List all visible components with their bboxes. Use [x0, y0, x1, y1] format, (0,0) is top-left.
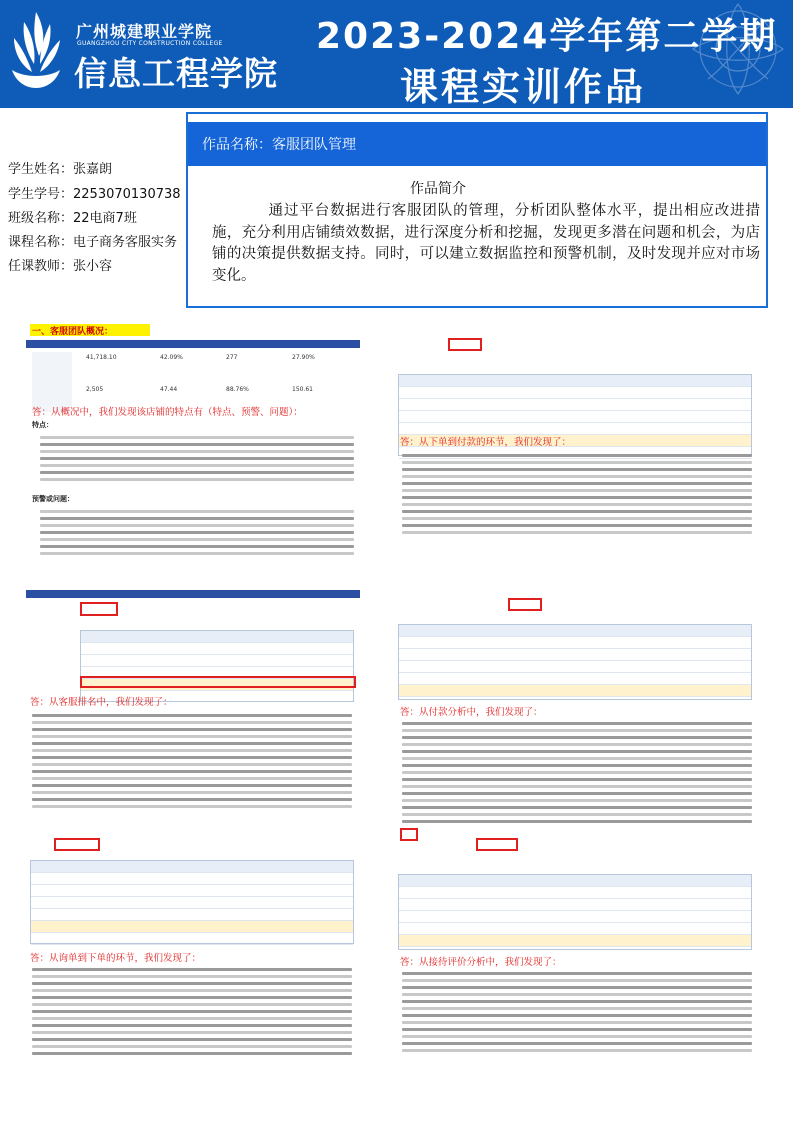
app-nav-bar	[26, 590, 360, 598]
order-payment-answer: 答：从下单到付款的环节，我们发现了：	[400, 437, 572, 448]
warnings-label: 预警或问题：	[32, 495, 74, 503]
ranking-answer: 答：从客服排名中，我们发现了：	[30, 697, 173, 708]
features-text	[40, 432, 354, 485]
active-tab	[54, 838, 100, 851]
kpi-value: 150.61	[292, 386, 313, 393]
data-table	[398, 874, 752, 950]
work-title: 作品名称：客服团队管理	[202, 137, 356, 153]
kpi-value: 42.09%	[160, 354, 183, 361]
screenshot-overview	[26, 322, 360, 568]
data-table	[398, 624, 752, 700]
active-tab	[400, 828, 418, 841]
kpi-value: 41,718.10	[86, 354, 117, 361]
screenshot-reception-evaluation	[396, 826, 758, 1054]
kpi-value: 47.44	[160, 386, 178, 393]
term-label: 2023-2024学年第二学期	[316, 16, 778, 57]
college-logo	[6, 8, 66, 94]
school-name: 广州城建职业学院	[76, 22, 213, 41]
intro-heading: 作品简介	[410, 181, 466, 197]
data-table	[30, 860, 354, 944]
school-name-english: GUANGZHOU CITY CONSTRUCTION COLLEGE	[77, 40, 223, 47]
active-tab	[508, 598, 542, 611]
student-name: 学生姓名：张嘉朗	[8, 162, 113, 177]
order-payment-text	[402, 450, 752, 538]
sidebar-menu	[32, 352, 72, 412]
kpi-value: 2,505	[86, 386, 104, 393]
kpi-value: 27.90%	[292, 354, 315, 361]
warnings-text	[40, 506, 354, 559]
student-id: 学生学号：2253070130738	[8, 187, 181, 202]
screenshot-inquiry-order	[26, 826, 360, 1058]
kpi-value: 88.76%	[226, 386, 249, 393]
intro-body: 通过平台数据进行客服团队的管理，分析团队整体水平，提出相应改进措施，充分利用店铺绩效数据，进行深度分析和挖掘，发现更多潜在问题和机会，为店铺的决策提供数据支持。同时，可以建立数据监控和预警机制，及时发现并应对市场变化。	[212, 203, 760, 284]
reception-evaluation-text	[402, 968, 752, 1054]
screenshot-payment-analysis	[396, 588, 758, 824]
overview-answer: 答：从概况中，我们发现该店铺的特点有（特点、预警、问题）：	[32, 407, 303, 418]
student-course: 课程名称：电子商务客服实务	[8, 235, 178, 250]
reception-evaluation-answer: 答：从接待评价分析中，我们发现了：	[400, 957, 562, 968]
student-teacher: 任课教师：张小容	[8, 259, 113, 274]
college-name: 信息工程学院	[74, 54, 278, 93]
app-nav-bar	[26, 340, 360, 348]
kpi-value: 277	[226, 354, 238, 361]
ranking-text	[32, 710, 352, 812]
payment-analysis-answer: 答：从付款分析中，我们发现了：	[400, 707, 543, 718]
payment-analysis-text	[402, 718, 752, 824]
active-subtab	[476, 838, 518, 851]
features-label: 特点：	[32, 421, 53, 429]
inquiry-order-answer: 答：从询单到下单的环节，我们发现了：	[30, 953, 202, 964]
student-class: 班级名称：22电商7班	[8, 211, 137, 226]
active-tab	[448, 338, 482, 351]
screenshot-order-payment	[396, 334, 758, 539]
inquiry-order-text	[32, 964, 352, 1058]
document-title: 课程实训作品	[400, 65, 647, 109]
overview-heading: 一、客服团队概况：	[32, 327, 114, 337]
data-table	[80, 630, 354, 702]
highlight-row	[80, 676, 356, 688]
screenshot-ranking	[26, 588, 360, 820]
active-tab	[80, 602, 118, 616]
